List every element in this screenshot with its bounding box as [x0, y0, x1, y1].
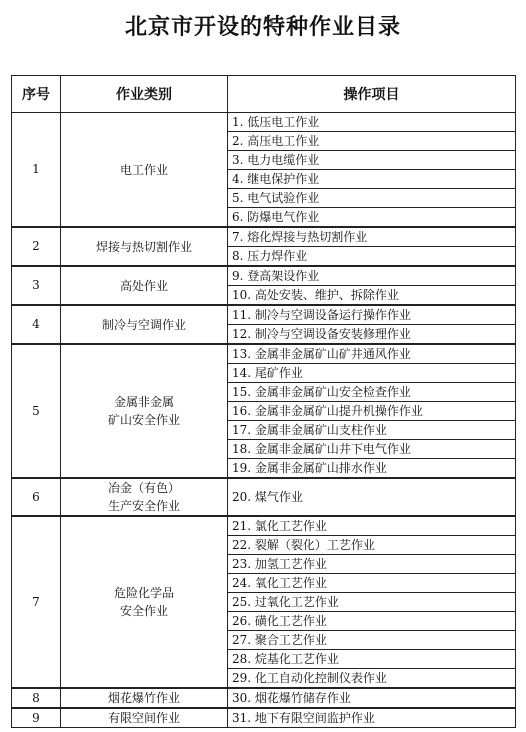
category-line: 矿山安全作业 [107, 413, 180, 427]
operation-item: 2. 高压电工作业 [228, 132, 516, 151]
operation-item: 1. 低压电工作业 [228, 113, 516, 132]
operation-item: 22. 裂解（裂化）工艺作业 [228, 536, 516, 555]
category-line: 生产安全作业 [107, 499, 180, 513]
table-row [12, 344, 516, 364]
row-number: 1 [12, 113, 61, 228]
table-row [12, 516, 516, 536]
category-line: 安全作业 [119, 604, 168, 618]
table-body [12, 113, 516, 728]
operation-item: 26. 磺化工艺作业 [228, 612, 516, 631]
row-number: 5 [12, 344, 61, 478]
category-line: 冶金（有色） [107, 481, 180, 495]
operation-item: 29. 化工自动化控制仪表作业 [228, 669, 516, 689]
category-line: 焊接与热切割作业 [95, 239, 192, 254]
operation-item: 27. 聚合工艺作业 [228, 631, 516, 650]
header-no: 序号 [12, 76, 61, 113]
operation-item: 28. 烷基化工艺作业 [228, 650, 516, 669]
category-line: 高处作业 [119, 278, 168, 293]
header-category: 作业类别 [61, 76, 228, 113]
operation-item: 11. 制冷与空调设备运行操作作业 [228, 305, 516, 325]
category-cell [61, 344, 228, 478]
operation-item: 8. 压力焊作业 [228, 247, 516, 267]
table-row [12, 305, 516, 325]
category-cell [61, 708, 228, 728]
category-cell [61, 227, 228, 266]
header-operation: 操作项目 [228, 76, 516, 113]
row-number: 8 [12, 688, 61, 708]
row-number: 9 [12, 708, 61, 728]
operation-item: 4. 继电保护作业 [228, 170, 516, 189]
operation-item: 12. 制冷与空调设备安装修理作业 [228, 325, 516, 345]
operation-item: 7. 熔化焊接与热切割作业 [228, 227, 516, 247]
category-line: 烟花爆竹作业 [107, 691, 180, 705]
operation-item: 25. 过氧化工艺作业 [228, 593, 516, 612]
category-cell [61, 516, 228, 688]
table-row [12, 478, 516, 516]
operation-item: 21. 氯化工艺作业 [228, 516, 516, 536]
category-cell [61, 305, 228, 344]
category-line: 危险化学品 [113, 586, 174, 600]
category-line: 电工作业 [119, 162, 168, 177]
category-line: 制冷与空调作业 [101, 317, 186, 332]
row-number: 7 [12, 516, 61, 688]
table-row [12, 227, 516, 247]
operation-item: 16. 金属非金属矿山提升机操作作业 [228, 402, 516, 421]
row-number: 2 [12, 227, 61, 266]
operation-item: 24. 氧化工艺作业 [228, 574, 516, 593]
operation-item: 10. 高处安装、维护、拆除作业 [228, 286, 516, 306]
table-header-row [12, 76, 516, 113]
category-cell [61, 113, 228, 228]
table-row [12, 113, 516, 132]
table-row [12, 708, 516, 728]
operation-item: 14. 尾矿作业 [228, 364, 516, 383]
page-title: 北京市开设的特种作业目录 [124, 15, 401, 40]
operation-item: 19. 金属非金属矿山排水作业 [228, 459, 516, 479]
operation-item: 5. 电气试验作业 [228, 189, 516, 208]
operation-item: 9. 登高架设作业 [228, 266, 516, 286]
category-line: 金属非金属 [113, 395, 174, 409]
row-number: 4 [12, 305, 61, 344]
category-line: 有限空间作业 [107, 711, 180, 725]
operation-item: 17. 金属非金属矿山支柱作业 [228, 421, 516, 440]
operation-item: 30. 烟花爆竹储存作业 [228, 688, 516, 708]
row-number: 3 [12, 266, 61, 305]
table-row [12, 688, 516, 708]
operation-item: 6. 防爆电气作业 [228, 208, 516, 228]
category-cell [61, 478, 228, 516]
table-row [12, 266, 516, 286]
special-operations-table [11, 75, 516, 728]
operation-item: 31. 地下有限空间监护作业 [228, 708, 516, 728]
category-cell [61, 688, 228, 708]
operation-item: 3. 电力电缆作业 [228, 151, 516, 170]
operation-item: 15. 金属非金属矿山安全检查作业 [228, 383, 516, 402]
category-cell [61, 266, 228, 305]
operation-item: 23. 加氢工艺作业 [228, 555, 516, 574]
operation-item: 20. 煤气作业 [228, 478, 516, 516]
operation-item: 18. 金属非金属矿山井下电气作业 [228, 440, 516, 459]
operation-item: 13. 金属非金属矿山矿井通风作业 [228, 344, 516, 364]
row-number: 6 [12, 478, 61, 516]
